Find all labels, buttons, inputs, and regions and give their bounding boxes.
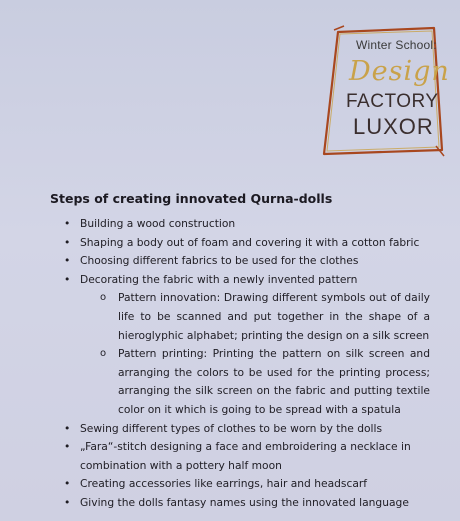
- sub-list-item: [100, 289, 430, 345]
- list-item-text: Creating accessories like earrings, hair and headscarf: [80, 477, 368, 491]
- design-factory-luxor-logo: [316, 22, 450, 162]
- list-item-text: „Fara“-stitch designing a face and embroidering a necklace in combination with a pottery half moon: [80, 440, 411, 472]
- sub-list: [80, 289, 430, 419]
- list-item-text: Decorating the fabric with a newly invented pattern: [80, 272, 358, 286]
- bullet-dot-icon: •: [64, 217, 71, 230]
- bullet-dot-icon: •: [64, 235, 71, 249]
- bullet-circle-icon: o: [100, 348, 107, 360]
- section-heading: Steps of creating innovated Qurna-dolls: [50, 191, 333, 206]
- bullet-dot-icon: •: [64, 272, 71, 286]
- list-item-text: Building a wood construction: [80, 217, 236, 230]
- bullet-dot-icon: •: [64, 495, 71, 509]
- bullet-dot-icon: •: [64, 477, 71, 491]
- list-item: [64, 234, 430, 253]
- list-item: [64, 271, 430, 420]
- logo-luxor: LUXOR: [353, 114, 434, 139]
- list-item-text: Sewing different types of clothes to be worn by the dolls: [80, 421, 383, 435]
- list-item-text: Choosing different fabrics to be used for the clothes: [80, 254, 359, 268]
- list-item: [64, 475, 430, 494]
- bullet-dot-icon: •: [64, 440, 71, 454]
- steps-list: [64, 215, 430, 513]
- bullet-circle-icon: o: [100, 292, 107, 304]
- sub-list-item: [100, 345, 430, 419]
- logo-winter-school: Winter School:: [356, 38, 437, 52]
- list-item: [64, 215, 430, 234]
- sub-list-item-text: Pattern innovation: Drawing different symbols out of daily life to be scanned and put together in the shape of a hieroglyphic alphabet; printing the design on a silk screen: [118, 291, 430, 342]
- list-item: [64, 252, 430, 271]
- sub-list-item-text: Pattern printing: Printing the pattern on silk screen and arranging the colors to be used for the printing process; arranging the silk screen on the fabric and putting textile color on it which is going to be spread with a spatula: [118, 347, 430, 416]
- bullet-dot-icon: •: [64, 254, 71, 268]
- list-item: [64, 420, 430, 439]
- list-item: [64, 438, 430, 475]
- list-item: [64, 494, 430, 513]
- list-item-text: Giving the dolls fantasy names using the innovated language: [80, 495, 409, 509]
- bullet-dot-icon: •: [64, 421, 71, 435]
- logo-factory: FACTORY: [346, 91, 439, 112]
- logo-design: Design: [349, 56, 450, 87]
- list-item-text: Shaping a body out of foam and covering it with a cotton fabric: [80, 235, 420, 249]
